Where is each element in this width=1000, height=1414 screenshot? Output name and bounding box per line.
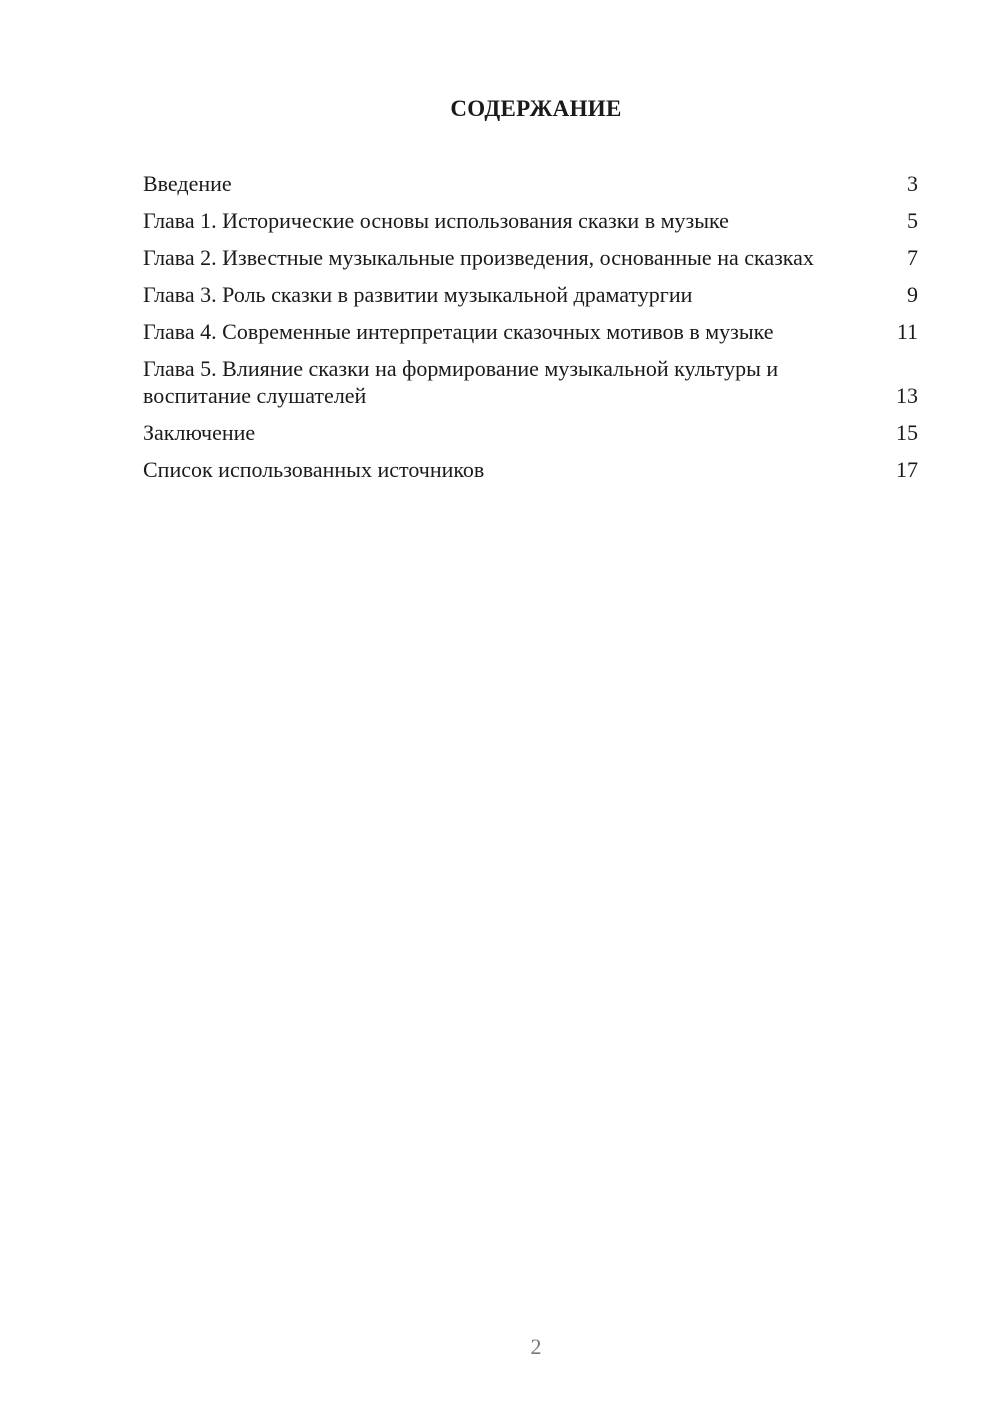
toc-entry-page: 11 <box>896 319 918 344</box>
toc-entry-title: Введение <box>143 171 232 196</box>
toc-entry-page: 5 <box>907 208 918 233</box>
toc-entry <box>143 355 918 409</box>
toc-entry-title: Глава 3. Роль сказки в развитии музыкальной драматургии <box>143 282 693 307</box>
toc-entry-title: Глава 5. Влияние сказки на формирование музыкальной культуры и воспитание слушателей <box>143 356 779 408</box>
toc-entry <box>143 170 918 197</box>
toc-entry <box>143 244 918 271</box>
toc-entry-title: Глава 1. Исторические основы использования сказки в музыке <box>143 208 729 233</box>
toc-entry <box>143 456 918 483</box>
toc-entry <box>143 207 918 234</box>
page-title: СОДЕРЖАНИЕ <box>450 96 622 121</box>
toc-entry-page: 15 <box>896 420 918 445</box>
toc-entry-title: Глава 2. Известные музыкальные произведения, основанные на сказках <box>143 245 814 270</box>
toc-entry-page: 9 <box>907 282 918 307</box>
toc-entry <box>143 419 918 446</box>
toc-entry-page: 17 <box>896 457 918 482</box>
toc-entry-page: 7 <box>907 245 918 270</box>
toc-entry-title: Список использованных источников <box>143 457 485 482</box>
toc-entry-page: 13 <box>896 383 918 408</box>
toc-entry-page: 3 <box>907 171 918 196</box>
table-of-contents <box>143 170 918 493</box>
page-number: 2 <box>530 1334 542 1359</box>
toc-entry <box>143 281 918 308</box>
toc-entry-title: Заключение <box>143 420 256 445</box>
toc-entry <box>143 318 918 345</box>
toc-entry-title: Глава 4. Современные интерпретации сказочных мотивов в музыке <box>143 319 774 344</box>
